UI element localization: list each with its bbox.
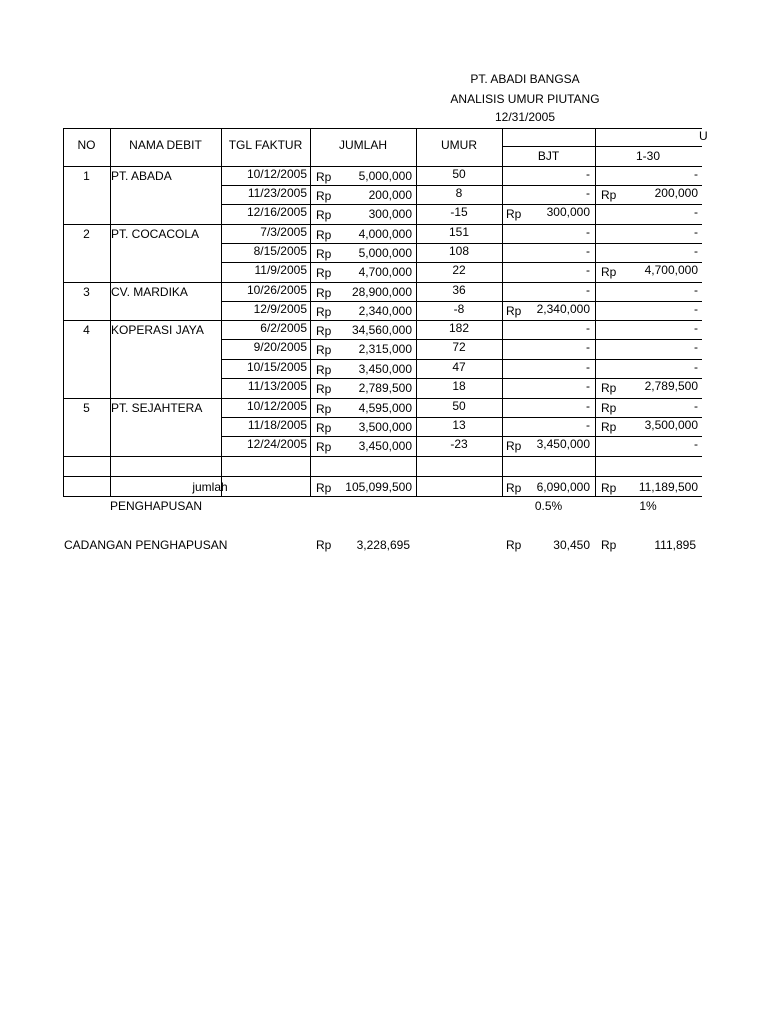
- row-invoice-date: 11/9/2005: [254, 263, 307, 277]
- row-invoice-date: 7/3/2005: [260, 225, 307, 239]
- row-1-30-currency: Rp: [601, 188, 617, 202]
- row-age: 151: [448, 225, 470, 239]
- col-header-1-30: 1-30: [635, 149, 661, 163]
- row-invoice-date: 6/2/2005: [260, 321, 307, 335]
- table-gridline: [63, 496, 702, 497]
- row-amount-currency: Rp: [316, 305, 332, 319]
- row-bjt-currency: Rp: [506, 304, 522, 318]
- row-bjt: -: [586, 418, 590, 432]
- row-amount: 28,900,000: [351, 285, 412, 299]
- total-amount-currency: Rp: [316, 481, 332, 495]
- row-age: 13: [452, 418, 466, 432]
- row-age: 18: [452, 379, 466, 393]
- row-1-30: -: [694, 399, 698, 413]
- col-header-amount: JUMLAH: [338, 138, 387, 152]
- row-1-30: -: [694, 244, 698, 258]
- row-amount-currency: Rp: [316, 402, 332, 416]
- row-debtor: CV. MARDIKA: [111, 285, 188, 299]
- row-invoice-date: 11/23/2005: [247, 186, 307, 200]
- row-1-30: -: [694, 437, 698, 451]
- col-header-bjt: BJT: [537, 149, 560, 163]
- row-amount-currency: Rp: [316, 363, 332, 377]
- row-debtor: KOPERASI JAYA: [111, 323, 204, 337]
- row-amount-currency: Rp: [316, 266, 332, 280]
- row-amount: 4,595,000: [358, 401, 412, 415]
- row-no: 3: [83, 285, 90, 299]
- col-header-age: UMUR: [441, 138, 477, 152]
- row-bjt: -: [586, 225, 590, 239]
- row-invoice-date: 11/18/2005: [247, 418, 307, 432]
- table-gridline: [63, 456, 702, 457]
- row-amount: 5,000,000: [358, 246, 412, 260]
- row-amount-currency: Rp: [316, 170, 332, 184]
- total-label: jumlah: [192, 480, 228, 494]
- row-bjt: 300,000: [546, 205, 590, 219]
- table-gridline: [502, 146, 702, 147]
- row-amount-currency: Rp: [316, 208, 332, 222]
- row-age: 47: [452, 360, 466, 374]
- reserve-label: CADANGAN PENGHAPUSAN: [64, 538, 228, 552]
- row-1-30: -: [694, 360, 698, 374]
- row-1-30: -: [694, 302, 698, 316]
- row-invoice-date: 10/26/2005: [246, 283, 307, 297]
- row-amount: 2,789,500: [358, 381, 412, 395]
- row-bjt: -: [586, 167, 590, 181]
- row-age: 8: [455, 186, 463, 200]
- row-invoice-date: 10/15/2005: [246, 360, 307, 374]
- row-1-30: -: [694, 283, 698, 297]
- row-1-30: -: [694, 225, 698, 239]
- row-amount-currency: Rp: [316, 343, 332, 357]
- row-amount: 4,700,000: [358, 265, 412, 279]
- row-invoice-date: 12/9/2005: [253, 302, 307, 316]
- row-bjt: -: [586, 379, 590, 393]
- row-amount: 3,500,000: [358, 420, 412, 434]
- row-1-30: -: [694, 321, 698, 335]
- row-invoice-date: 12/16/2005: [246, 205, 307, 219]
- row-bjt: -: [586, 360, 590, 374]
- reserve-amount-currency: Rp: [316, 538, 332, 552]
- writeoff-bjt-rate: 0.5%: [534, 499, 563, 513]
- row-bjt-currency: Rp: [506, 207, 522, 221]
- row-amount: 2,340,000: [358, 304, 412, 318]
- row-age: 50: [452, 399, 466, 413]
- row-no: 1: [83, 169, 90, 183]
- row-invoice-date: 9/20/2005: [253, 340, 307, 354]
- row-bjt: 2,340,000: [536, 302, 590, 316]
- row-invoice-date: 8/15/2005: [253, 244, 307, 258]
- row-amount-currency: Rp: [316, 421, 332, 435]
- row-invoice-date: 12/24/2005: [246, 437, 307, 451]
- row-1-30: 4,700,000: [644, 263, 698, 277]
- total-bjt: 6,090,000: [536, 480, 590, 494]
- row-age: 36: [452, 283, 466, 297]
- row-amount: 34,560,000: [351, 323, 412, 337]
- row-amount: 200,000: [368, 188, 412, 202]
- row-amount: 4,000,000: [358, 227, 412, 241]
- row-age: -15: [450, 205, 468, 219]
- row-debtor: PT. COCACOLA: [111, 227, 200, 241]
- row-age: -23: [450, 437, 468, 451]
- row-no: 5: [83, 401, 90, 415]
- row-amount-currency: Rp: [316, 440, 332, 454]
- total-1-30: 11,189,500: [638, 480, 698, 494]
- row-age: 72: [452, 340, 466, 354]
- row-age: 182: [448, 321, 470, 335]
- row-amount-currency: Rp: [316, 189, 332, 203]
- writeoff-label: PENGHAPUSAN: [110, 499, 203, 513]
- row-no: 4: [83, 323, 90, 337]
- row-bjt: -: [586, 340, 590, 354]
- reserve-1-30: 111,895: [654, 538, 696, 552]
- col-header-group: U: [699, 129, 708, 143]
- row-age: 22: [452, 263, 466, 277]
- table-gridline: [63, 476, 702, 477]
- row-1-30-currency: Rp: [601, 420, 617, 434]
- row-invoice-date: 10/12/2005: [246, 399, 307, 413]
- row-bjt: -: [586, 283, 590, 297]
- row-bjt: -: [586, 399, 590, 413]
- row-amount-currency: Rp: [316, 228, 332, 242]
- row-amount-currency: Rp: [316, 286, 332, 300]
- row-bjt: -: [586, 186, 590, 200]
- row-bjt-currency: Rp: [506, 439, 522, 453]
- writeoff-1-30-rate: 1%: [639, 499, 657, 513]
- reserve-bjt-currency: Rp: [506, 538, 522, 552]
- row-age: -8: [453, 302, 465, 316]
- report-title: ANALISIS UMUR PIUTANG: [450, 92, 600, 106]
- total-bjt-currency: Rp: [506, 481, 522, 495]
- total-amount: 105,099,500: [345, 480, 412, 494]
- row-amount: 5,000,000: [358, 169, 412, 183]
- row-amount: 2,315,000: [358, 342, 412, 356]
- row-debtor: PT. SEJAHTERA: [111, 401, 203, 415]
- row-amount: 3,450,000: [358, 439, 412, 453]
- row-age: 50: [452, 167, 466, 181]
- row-1-30-currency: Rp: [601, 381, 617, 395]
- reserve-1-30-currency: Rp: [601, 538, 617, 552]
- row-debtor: PT. ABADA: [111, 169, 172, 183]
- row-1-30-currency: Rp: [601, 401, 617, 415]
- col-header-invoice-date: TGL FAKTUR: [228, 138, 303, 152]
- row-1-30-currency: Rp: [601, 265, 617, 279]
- row-bjt: 3,450,000: [536, 437, 590, 451]
- row-bjt: -: [586, 321, 590, 335]
- row-bjt: -: [586, 244, 590, 258]
- row-amount-currency: Rp: [316, 324, 332, 338]
- row-amount-currency: Rp: [316, 382, 332, 396]
- row-age: 108: [448, 244, 470, 258]
- company-name: PT. ABADI BANGSA: [470, 72, 580, 86]
- row-1-30: -: [694, 340, 698, 354]
- row-1-30: -: [694, 167, 698, 181]
- row-1-30: -: [694, 205, 698, 219]
- table-gridline: [63, 128, 702, 129]
- row-invoice-date: 10/12/2005: [246, 167, 307, 181]
- reserve-bjt: 30,450: [553, 538, 590, 552]
- report-date: 12/31/2005: [494, 110, 556, 124]
- col-header-no: NO: [77, 138, 96, 152]
- col-header-debtor: NAMA DEBIT: [129, 138, 202, 152]
- total-1-30-currency: Rp: [601, 481, 617, 495]
- row-amount-currency: Rp: [316, 247, 332, 261]
- row-no: 2: [83, 227, 90, 241]
- row-1-30: 3,500,000: [644, 418, 698, 432]
- row-amount: 3,450,000: [358, 362, 412, 376]
- row-amount: 300,000: [368, 207, 412, 221]
- row-1-30: 2,789,500: [644, 379, 698, 393]
- reserve-amount: 3,228,695: [356, 538, 410, 552]
- row-bjt: -: [586, 263, 590, 277]
- row-1-30: 200,000: [654, 186, 698, 200]
- row-invoice-date: 11/13/2005: [247, 379, 307, 393]
